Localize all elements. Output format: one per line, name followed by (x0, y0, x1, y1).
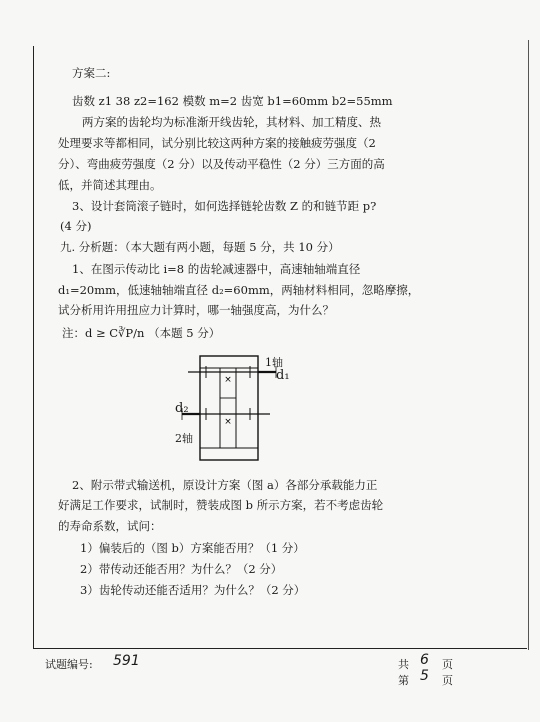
scheme-two-params: 齿数 z1 38 z2=162 模数 m=2 齿宽 b1=60mm b2=55mm (72, 94, 393, 108)
page-number-value: 5 (420, 668, 429, 684)
formula-note: 注：d ≥ C∛P/n （本题 5 分） (62, 326, 221, 340)
shaft-1-label: 1轴 (265, 356, 283, 369)
exam-number-value: 591 (113, 653, 140, 669)
right-rule (528, 40, 529, 650)
analysis-q2-line: 的寿命系数，试问： (58, 519, 162, 533)
analysis-q1-line: 1、在图示传动比 i=8 的齿轮减速器中，高速轴轴端直径 (72, 262, 361, 276)
page-number-prefix: 第 (398, 674, 409, 687)
section-nine-heading: 九. 分析题：（本大题有两小题，每题 5 分，共 10 分） (60, 240, 340, 254)
sub-question-3: 3）齿轮传动还能否适用？为什么？（2 分） (80, 583, 306, 597)
question-text-line: 两方案的齿轮均为标准渐开线齿轮，其材料、加工精度、热 (82, 115, 381, 129)
total-pages-value: 6 (420, 652, 429, 668)
question-3-text: 3、设计套筒滚子链时，如何选择链轮齿数 Z 的和链节距 p? (72, 199, 377, 213)
analysis-q1-line: d₁=20mm，低速轴轴端直径 d₂=60mm，两轴材料相同，忽略摩擦， (58, 283, 420, 297)
exam-number-label: 试题编号: (45, 658, 93, 671)
gear-mark-icon: × (224, 417, 232, 427)
analysis-q2-line: 好满足工作要求，试制时，赞装成图 b 所示方案，若不考虑齿轮 (58, 498, 384, 512)
analysis-q2-line: 2、附示带式输送机，原设计方案（图 a）各部分承载能力正 (72, 478, 378, 492)
shaft-2-label: 2轴 (175, 432, 193, 445)
scheme-two-heading: 方案二: (72, 66, 111, 80)
d1-label: d₁ (276, 368, 290, 383)
page-number-suffix: 页 (442, 674, 453, 687)
d2-label: d₂ (175, 401, 189, 416)
analysis-q1-line: 试分析用许用扭应力计算时，哪一轴强度高，为什么？ (58, 303, 334, 317)
question-text-line: 处理要求等都相同，试分别比较这两种方案的接触疲劳强度（2 (58, 136, 376, 150)
question-text-line: 分）、弯曲疲劳强度（2 分）以及传动平稳性（2 分）三方面的高 (58, 157, 385, 171)
question-3-score: (4 分) (60, 219, 92, 233)
sub-question-2: 2）带传动还能否用？为什么？（2 分） (80, 562, 283, 576)
total-pages-prefix: 共 (398, 658, 409, 671)
total-pages-suffix: 页 (442, 658, 453, 671)
question-text-line: 低，并简述其理由。 (58, 178, 162, 192)
gear-mark-icon: × (224, 375, 232, 385)
sub-question-1: 1）偏装后的（图 b）方案能否用？（1 分） (80, 541, 305, 555)
